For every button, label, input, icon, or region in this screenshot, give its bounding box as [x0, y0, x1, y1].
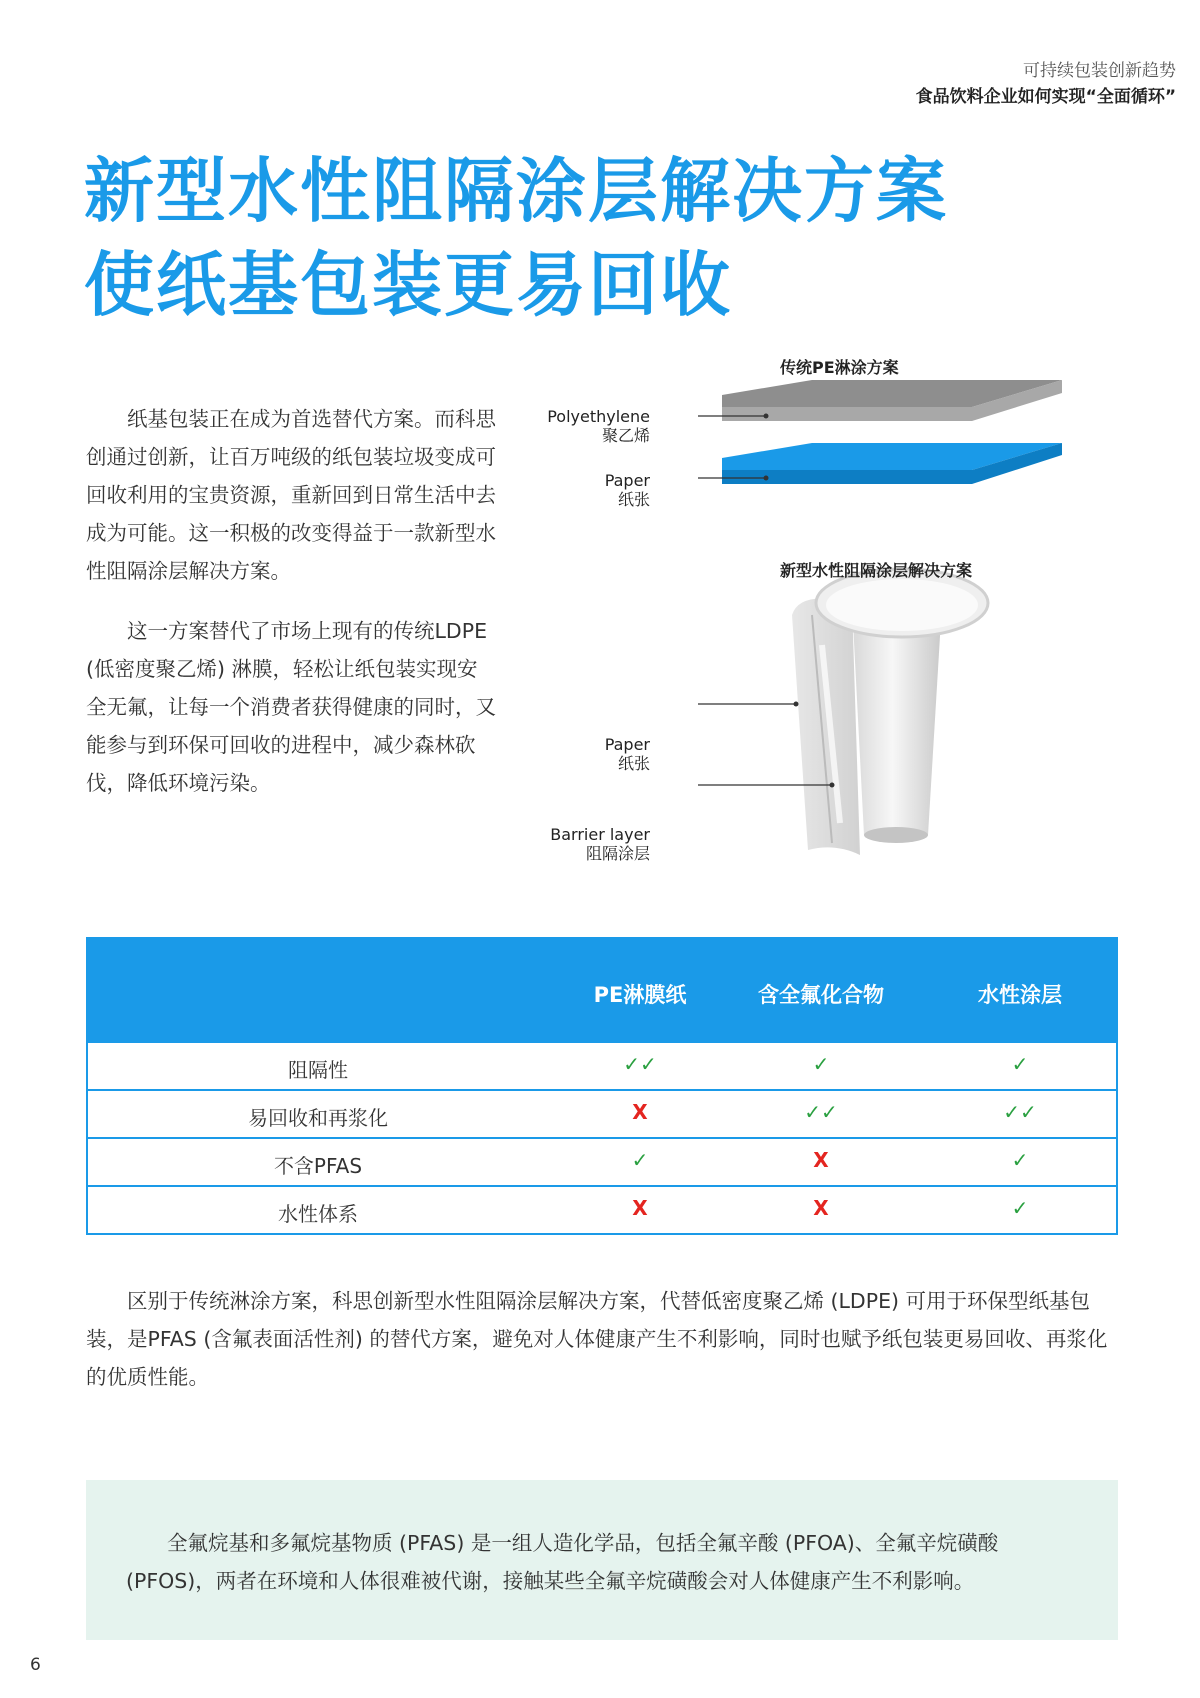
- intro-paragraph-2: 这一方案替代了市场上现有的传统LDPE (低密度聚乙烯) 淋膜，轻松让纸包装实现安全无氟，让每一个消费者获得健康的同时，又能参与到环保可回收的进程中，减少森林砍伐，降低环境污染。: [86, 619, 496, 795]
- cross-mark: X: [813, 1148, 829, 1172]
- barrier-leader-dot: [830, 783, 835, 788]
- cup-paper-label-cn: 纸张: [617, 754, 650, 773]
- cup-paper-label: [450, 735, 650, 773]
- pfas-note-box: [86, 1480, 1118, 1640]
- intro-paragraph-1: 纸基包装正在成为首选替代方案。而科思创通过创新，让百万吨级的纸包装垃圾变成可回收利用的宝贵资源，重新回到日常生活中去成为可能。这一积极的改变得益于一款新型水性阻隔涂层解决方案。: [86, 407, 496, 583]
- check-mark: ✓: [1011, 1148, 1029, 1172]
- comparison-table: [86, 937, 1118, 1235]
- table-row: [88, 1089, 1116, 1139]
- cup-paper-label-en: Paper: [604, 735, 650, 754]
- header-perfluoro-compound: 含全氟化合物: [758, 983, 884, 1007]
- row-label: 易回收和再浆化: [248, 1106, 388, 1130]
- paper-label-en: Paper: [604, 471, 650, 490]
- table-row: [88, 1041, 1116, 1091]
- paper-label-cn: 纸张: [617, 490, 650, 509]
- check-mark: ✓✓: [623, 1052, 657, 1076]
- row-label: 不含PFAS: [273, 1154, 363, 1178]
- page-title-line-1: 新型水性阻隔涂层解决方案: [84, 150, 948, 232]
- page-number: 6: [30, 1655, 41, 1675]
- paper-cup-illustration: [792, 569, 988, 855]
- coating-diagram: [547, 345, 1080, 885]
- polyethylene-label-cn: 聚乙烯: [601, 426, 650, 445]
- header-water-based-coating: 水性涂层: [978, 983, 1062, 1007]
- barrier-label-cn: 阻隔涂层: [585, 844, 650, 863]
- check-mark: ✓: [812, 1052, 830, 1076]
- bottom-paragraph: 区别于传统淋涂方案，科思创新型水性阻隔涂层解决方案，代替低密度聚乙烯 (LDPE) 可用于环保型纸基包装，是PFAS (含氟表面活性剂) 的替代方案，避免对人体健康产生不利影响，同时也赋予纸包装更易回收、再浆化的优质性能。: [86, 1289, 1108, 1389]
- check-mark: ✓: [631, 1148, 649, 1172]
- cross-mark: X: [632, 1100, 648, 1124]
- pe-layer-sheet: [722, 380, 1062, 421]
- diagram-graphics: [560, 345, 1080, 885]
- header-title: 食品饮料企业如何实现“全面循环”: [915, 87, 1176, 107]
- paper-layer-sheet: [722, 443, 1062, 484]
- table-row: [88, 1137, 1116, 1187]
- row-label: 水性体系: [278, 1202, 358, 1226]
- traditional-pe-title: 传统PE淋涂方案: [780, 358, 899, 377]
- cross-mark: X: [632, 1196, 648, 1220]
- barrier-label-en: Barrier layer: [550, 825, 650, 844]
- table-row: [88, 1185, 1116, 1235]
- check-mark: ✓✓: [1003, 1100, 1037, 1124]
- paper-leader-dot: [764, 476, 769, 481]
- polyethylene-label-en: Polyethylene: [547, 407, 650, 426]
- pe-leader-dot: [764, 414, 769, 419]
- check-mark: ✓: [1011, 1052, 1029, 1076]
- check-mark: ✓: [1011, 1196, 1029, 1220]
- header-pe-film-paper: PE淋膜纸: [593, 983, 687, 1007]
- row-label: 阻隔性: [288, 1058, 348, 1082]
- page-title-line-2: 使纸基包装更易回收: [84, 244, 732, 326]
- new-solution-title: 新型水性阻隔涂层解决方案: [780, 561, 973, 580]
- header-subtitle: 可持续包装创新趋势: [1023, 61, 1176, 81]
- cross-mark: X: [813, 1196, 829, 1220]
- table-header: [88, 939, 1116, 1041]
- pfas-note-text: 全氟烷基和多氟烷基物质 (PFAS) 是一组人造化学品，包括全氟辛酸 (PFOA)、全氟辛烷磺酸 (PFOS)，两者在环境和人体很难被代谢，接触某些全氟辛烷磺酸会对人体健康产生不利影响。: [126, 1531, 999, 1593]
- cup-paper-leader-dot: [794, 702, 799, 707]
- check-mark: ✓✓: [804, 1100, 838, 1124]
- barrier-label: [450, 825, 650, 863]
